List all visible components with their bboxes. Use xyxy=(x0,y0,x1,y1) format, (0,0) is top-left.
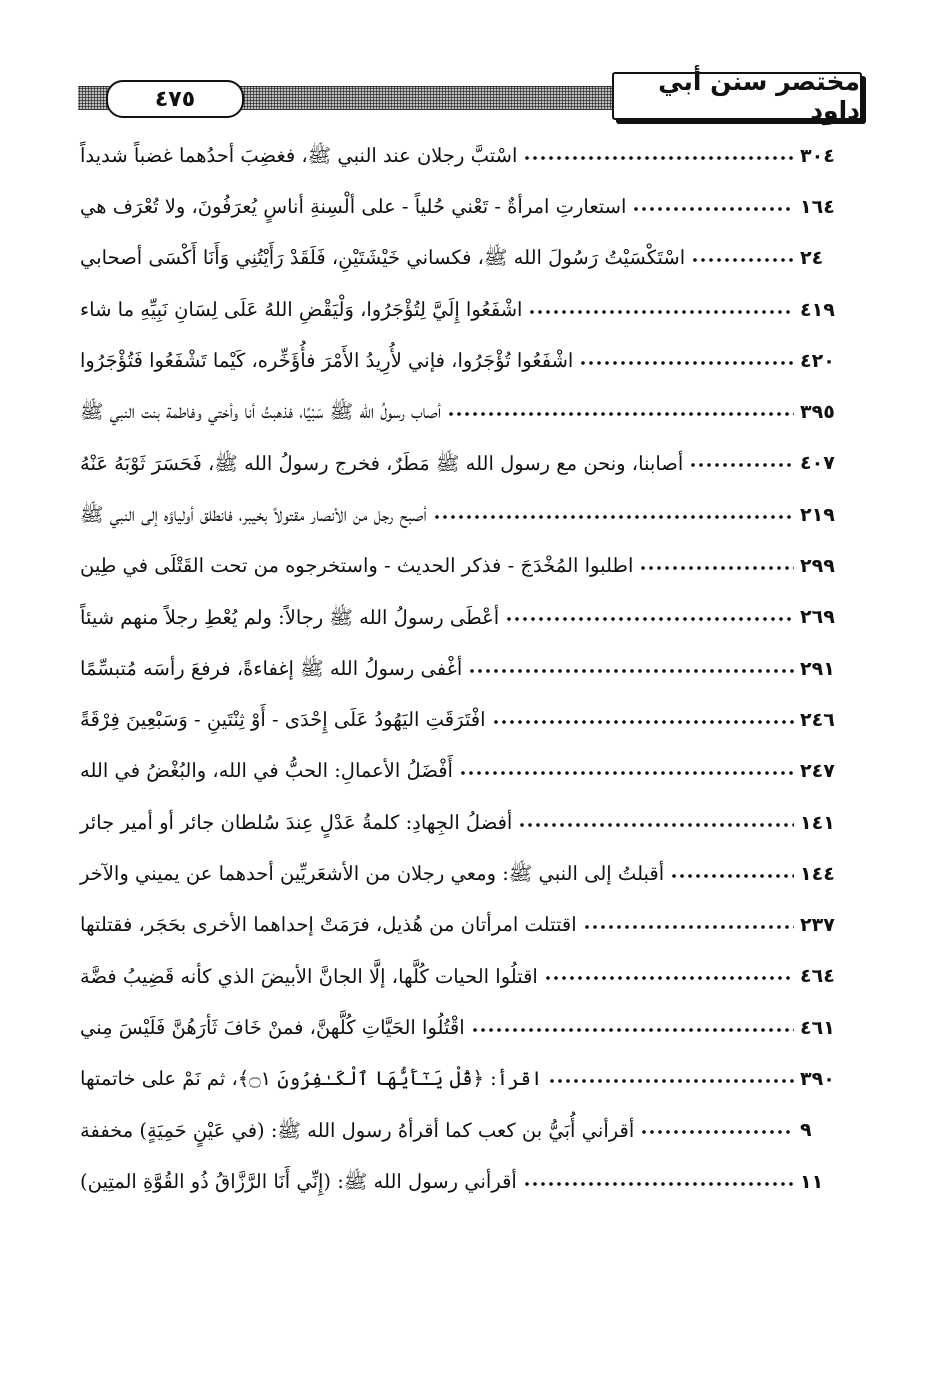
entry-text: اقرأ: ﴿قُلْ يَـٰٓأَيُّهَا ٱلْكَـٰفِرُونَ ۝١﴾، ثم نَمْ على خاتمتها xyxy=(80,1067,543,1091)
dot-leader xyxy=(548,1071,794,1091)
entry-page-number: ١٦٤ xyxy=(800,195,835,218)
entry-page-number: ٤٢٠ xyxy=(800,349,835,372)
entry-page-number: ٢٤٧ xyxy=(800,760,835,783)
index-entry xyxy=(80,643,850,694)
entry-text: اسْتَكْسَيْتُ رَسُولَ الله ﷺ، فكساني خَيْشَتَيْنِ، فَلَقَدْ رَأَيْتُنِي وَأَنَا أَكْسَى أصحابي xyxy=(80,246,686,270)
dot-leader xyxy=(689,455,794,475)
page-number: ٤٧٥ xyxy=(106,80,244,118)
entry-page-number: ٤٦٤ xyxy=(800,965,835,988)
entry-page-number: ٢٤٦ xyxy=(800,708,835,731)
entry-text: أَفْضَلُ الأعمالِ: الحبُّ في الله، والبُغْضُ في الله xyxy=(80,759,453,783)
dot-leader xyxy=(468,661,794,681)
entry-page-number: ٤٦١ xyxy=(800,1016,835,1039)
index-entry xyxy=(80,1053,850,1104)
entry-page-number: ٢٦٩ xyxy=(800,606,835,629)
dot-leader xyxy=(640,1122,794,1142)
index-entry xyxy=(80,1105,850,1156)
entry-text: أقرأني أُبَيُّ بن كعب كما أقرأهُ رسول الله ﷺ: (في عَيْنٍ حَمِيَةٍ) مخففة xyxy=(80,1118,635,1142)
entry-text: أغْفى رسولُ الله ﷺ إغفاءةً، فرفعَ رأسَه مُتبسِّمًا xyxy=(80,656,463,680)
entry-page-number: ٣٩٥ xyxy=(800,401,835,424)
entry-page-number: ٢٩٩ xyxy=(800,555,835,578)
entry-text: اشْفَعُوا إِلَيَّ لِتُؤْجَرُوا، وَلْيَقْضِ اللهُ عَلَى لِسَانِ نَبِيِّهِ ما شاء xyxy=(80,297,523,321)
entry-text: أصبح رجل من الأنصار مقتولاً بخيبر، فانطلق أولياؤه إلى النبي ﷺ xyxy=(80,502,427,526)
entry-page-number: ٣٠٤ xyxy=(800,144,835,167)
dot-leader xyxy=(433,507,794,527)
dot-leader xyxy=(579,353,794,373)
entry-page-number: ٢٤ xyxy=(800,247,824,270)
dot-leader xyxy=(447,404,794,424)
dot-leader xyxy=(528,302,794,322)
entry-text: أقبلتُ إلى النبي ﷺ: ومعي رجلان من الأشعَريِّين أحدهما عن يميني والآخر xyxy=(80,862,665,886)
index-entry xyxy=(80,386,850,437)
dot-leader xyxy=(492,712,794,732)
dot-leader xyxy=(632,199,794,219)
index-entry xyxy=(80,1002,850,1053)
index-list xyxy=(80,130,850,1207)
entry-text: اسْتبَّ رجلان عند النبي ﷺ، فغضِبَ أحدُهما غضباً شديداً xyxy=(80,143,518,167)
entry-page-number: ١١ xyxy=(800,1170,824,1193)
dot-leader xyxy=(523,148,794,168)
index-entry xyxy=(80,848,850,899)
index-entry xyxy=(80,592,850,643)
dot-leader xyxy=(639,558,794,578)
book-title: مختصر سنن أبي داود xyxy=(612,72,862,120)
entry-text: اشْفَعُوا تُؤْجَرُوا، فإني لأُرِيدُ الأَمْرَ فأُؤَخِّره، كَيْما تَشْفَعُوا فَتُؤْجَرُوا xyxy=(80,349,574,373)
index-entry xyxy=(80,489,850,540)
entry-text: اقْتُلُوا الحَيَّاتِ كُلَّهنَّ، فمنْ خَافَ ثَأرَهُنَّ فَلَيْسَ مِني xyxy=(80,1015,465,1039)
entry-text: افْتَرَقَتِ اليَهُودُ عَلَى إِحْدَى - أَوْ ثِنْتَينِ - وَسَبْعِينَ فِرْقَةً xyxy=(80,708,486,732)
dot-leader xyxy=(505,609,794,629)
dot-leader xyxy=(523,1174,794,1194)
index-entry xyxy=(80,130,850,181)
dot-leader xyxy=(544,968,794,988)
entry-page-number: ٢٩١ xyxy=(800,657,835,680)
index-entry xyxy=(80,899,850,950)
index-entry xyxy=(80,951,850,1002)
entry-text: اقتلُوا الحيات كُلَّها، إلَّا الجانَّ الأبيضَ الذي كأنه قَضِيبُ فضَّة xyxy=(80,964,538,988)
index-entry xyxy=(80,335,850,386)
entry-page-number: ٣٩٠ xyxy=(800,1067,835,1090)
entry-text: أصاب رسولُ الله ﷺ سَبْيًا، فذهبتُ أنا وأختي وفاطمة بنت النبي ﷺ xyxy=(80,400,442,424)
entry-page-number: ٤١٩ xyxy=(800,298,835,321)
index-entry xyxy=(80,284,850,335)
entry-text: أقرأني رسول الله ﷺ: (إِنِّي أَنَا الرَّزَّاقُ ذُو القُوَّةِ المتِين) xyxy=(80,1169,517,1193)
dot-leader xyxy=(583,917,794,937)
page-header xyxy=(74,67,862,128)
entry-text: أعْطَى رسولُ الله ﷺ رجالاً: ولم يُعْطِ رجلاً منهم شيئاً xyxy=(80,605,500,629)
index-entry xyxy=(80,181,850,232)
index-entry xyxy=(80,233,850,284)
entry-page-number: ١٤١ xyxy=(800,811,835,834)
entry-page-number: ٤٠٧ xyxy=(800,452,835,475)
dot-leader xyxy=(691,250,794,270)
index-entry xyxy=(80,694,850,745)
entry-text: أفضلُ الجِهادِ: كلمةُ عَدْلٍ عِندَ سُلطان جائر أو أمير جائر xyxy=(80,810,513,834)
dot-leader xyxy=(459,763,794,783)
entry-page-number: ٢٣٧ xyxy=(800,914,835,937)
entry-page-number: ٢١٩ xyxy=(800,503,835,526)
index-entry xyxy=(80,746,850,797)
index-entry xyxy=(80,797,850,848)
entry-text: اطلبوا المُخْدَجَ - فذكر الحديث - واستخرجوه من تحت القَتْلَى في طِين xyxy=(80,554,634,578)
dot-leader xyxy=(518,815,794,835)
index-entry xyxy=(80,438,850,489)
dot-leader xyxy=(670,866,794,886)
entry-text: استعارتِ امرأةٌ - تَعْني حُلياً - على ألْسِنةِ أناسٍ يُعرَفُونَ، ولا تُعْرَف هي xyxy=(80,195,627,219)
entry-text: أصابنا، ونحن مع رسول الله ﷺ مَطَرٌ، فخرج رسولُ الله ﷺ، فَحَسَرَ ثَوْبَهُ عَنْهُ xyxy=(80,451,684,475)
index-entry xyxy=(80,540,850,591)
entry-page-number: ١٤٤ xyxy=(800,862,835,885)
index-entry xyxy=(80,1156,850,1207)
entry-text: اقتتلت امرأتان من هُذيل، فرَمَتْ إحداهما الأخرى بحَجَر، فقتلتها xyxy=(80,913,577,937)
dot-leader xyxy=(471,1020,794,1040)
entry-page-number: ٩ xyxy=(800,1119,812,1142)
